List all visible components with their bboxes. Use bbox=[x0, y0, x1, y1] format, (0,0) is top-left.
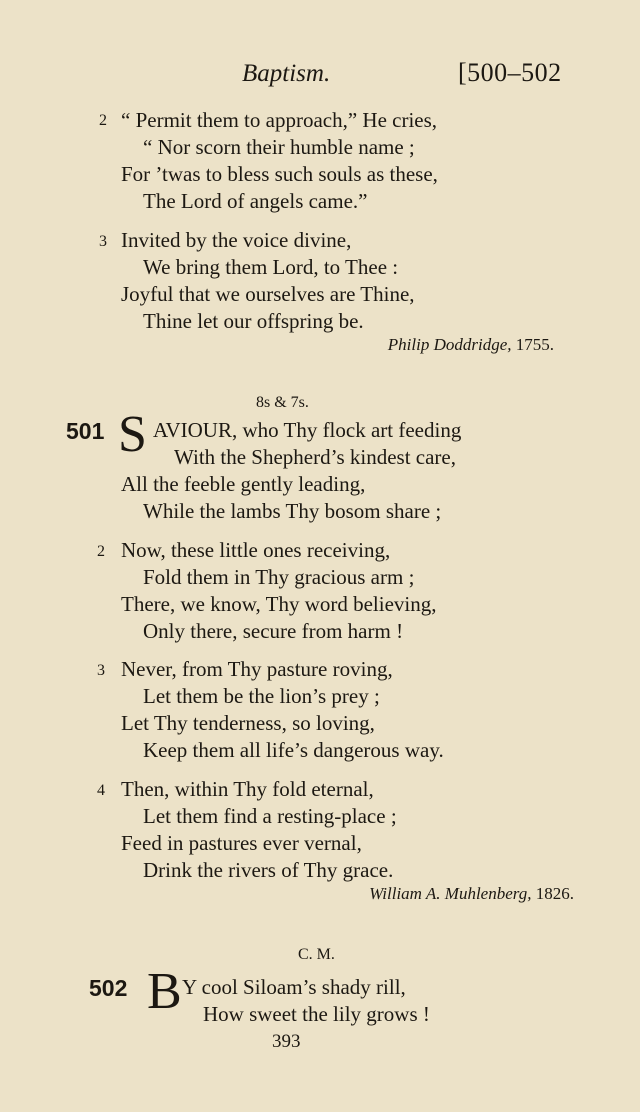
verse-line: Never, from Thy pasture roving, bbox=[121, 657, 393, 681]
verse-line: With the Shepherd’s kindest care, bbox=[174, 445, 456, 469]
verse-line: Feed in pastures ever vernal, bbox=[121, 831, 362, 855]
section-title: Baptism. bbox=[242, 60, 331, 87]
verse-line: Now, these little ones receiving, bbox=[121, 538, 391, 562]
verse-line: How sweet the lily grows ! bbox=[203, 1002, 430, 1026]
verse-number: 2 bbox=[97, 543, 105, 560]
meter-label: 8s & 7s. bbox=[256, 394, 309, 411]
meter-label: C. M. bbox=[298, 946, 335, 963]
verse-line: Keep them all life’s dangerous way. bbox=[143, 738, 444, 762]
verse-line: Then, within Thy fold eternal, bbox=[121, 777, 374, 801]
verse-line: Y cool Siloam’s shady rill, bbox=[182, 975, 406, 999]
author-year: 1755. bbox=[515, 335, 554, 354]
verse-number: 4 bbox=[97, 782, 105, 799]
drop-cap: B bbox=[147, 963, 182, 1020]
author-name: Philip Doddridge, bbox=[387, 335, 512, 354]
author-attribution bbox=[388, 335, 554, 355]
author-year: 1826. bbox=[535, 884, 574, 903]
verse-line: Fold them in Thy gracious arm ; bbox=[143, 565, 415, 589]
verse-line: Only there, secure from harm ! bbox=[143, 619, 404, 643]
drop-cap: S bbox=[118, 406, 147, 463]
verse-line: “ Nor scorn their humble name ; bbox=[143, 135, 415, 159]
verse-number: 3 bbox=[97, 662, 105, 679]
hymn-number: 502 bbox=[89, 975, 128, 1001]
hymn-number: 501 bbox=[66, 418, 105, 444]
page-number: 393 bbox=[272, 1031, 301, 1052]
verse-line: All the feeble gently leading, bbox=[121, 472, 366, 496]
verse-line: While the lambs Thy bosom share ; bbox=[143, 499, 442, 523]
verse-line: Invited by the voice divine, bbox=[121, 228, 352, 252]
verse-line: “ Permit them to approach,” He cries, bbox=[121, 108, 438, 132]
verse-line: Let Thy tenderness, so loving, bbox=[121, 711, 375, 735]
verse-line: Let them find a resting-place ; bbox=[143, 804, 397, 828]
verse-line: AVIOUR, who Thy flock art feeding bbox=[153, 418, 462, 442]
verse-line: For ’twas to bless such souls as these, bbox=[121, 162, 438, 186]
verse-line: The Lord of angels came.” bbox=[143, 189, 368, 213]
verse-line: Drink the rivers of Thy grace. bbox=[143, 858, 394, 882]
verse-line: Thine let our offspring be. bbox=[143, 309, 364, 333]
hymn-range: [500–502 bbox=[458, 58, 562, 87]
verse-number: 3 bbox=[99, 233, 107, 250]
verse-line: Joyful that we ourselves are Thine, bbox=[121, 282, 415, 306]
author-name: William A. Muhlenberg, bbox=[369, 884, 532, 903]
verse-number: 2 bbox=[99, 112, 107, 129]
author-attribution bbox=[369, 884, 574, 904]
verse-line: There, we know, Thy word believing, bbox=[121, 592, 437, 616]
verse-line: Let them be the lion’s prey ; bbox=[143, 684, 380, 708]
verse-line: We bring them Lord, to Thee : bbox=[143, 255, 399, 279]
